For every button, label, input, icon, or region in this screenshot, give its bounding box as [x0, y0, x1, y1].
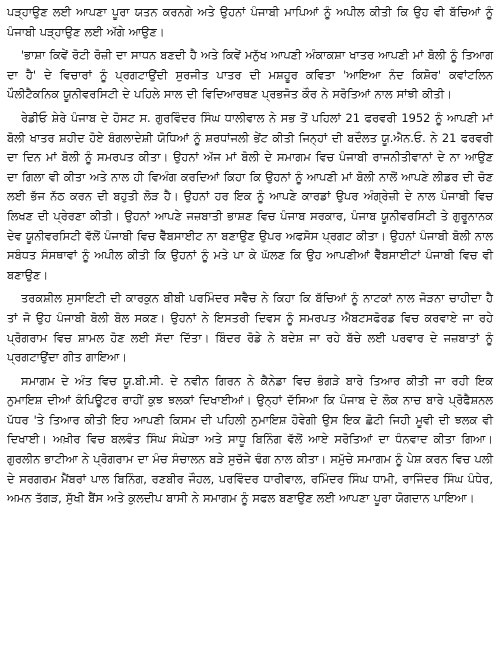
article-paragraph-1: ਪੜ੍ਹਾਉਣ ਲਈ ਆਪਣਾ ਪੂਰਾ ਯਤਨ ਕਰਨਗੇ ਅਤੇ ਉਹਨਾਂ ਪੰਜਾਬੀ ਮਾਪਿਆਂ ਨੂੰ ਅਪੀਲ ਕੀਤੀ ਕਿ ਉਹ ਵੀ ਬੱਚਿਆਂ ਨੂੰ ਪੰਜਾਬੀ ਪੜ੍ਹਾਉਣ ਲਈ ਅੱਗੇ ਆਉਣ। — [7, 5, 493, 39]
article-paragraph-5: ਸਮਾਗਮ ਦੇ ਅੰਤ ਵਿਚ ਯੂ.ਬੀ.ਸੀ. ਦੇ ਨਵੀਨ ਗਿਰਨ ਨੇ ਕੈਨੇਡਾ ਵਿਚ ਭੰਗੜੇ ਬਾਰੇ ਤਿਆਰ ਕੀਤੀ ਜਾ ਰਹੀ ਇਕ ਨੁਮਾਇਸ਼ ਦੀਆਂ ਕੰਪਿਊਟਰ ਰਾਹੀਂ ਕੁਝ ਝਲਕਾਂ ਦਿਖਾਈਆਂ। ਉਨ੍ਹਾਂ ਦੱਸਿਆ ਕਿ ਪੰਜਾਬ ਦੇ ਲੋਕ ਨਾਚ ਬਾਰੇ ਪ੍ਰੋਫੈਸ਼ਨਲ ਪੱਧਰ 'ਤੇ ਤਿਆਰ ਕੀਤੀ ਇਹ ਆਪਣੀ ਕਿਸਮ ਦੀ ਪਹਿਲੀ ਨੁਮਾਇਸ਼ ਹੋਵੇਗੀ ਉਸ ਇਕ ਛੋਟੀ ਜਿਹੀ ਮੂਵੀ ਦੀ ਝਲਕ ਵੀ ਦਿਖਾਈ। ਅਖ਼ੀਰ ਵਿਚ ਬਲਵੰਤ ਸਿੰਘ ਸੰਘੇੜਾ ਅਤੇ ਸਾਧੂ ਬਿਨਿੰਗ ਵੱਲੋਂ ਆਏ ਸਰੋਤਿਆਂ ਦਾ ਧੰਨਵਾਦ ਕੀਤਾ ਗਿਆ। ਗੁਰਲੀਨ ਭਾਟੀਆ ਨੇ ਪ੍ਰੋਗਰਾਮ ਦਾ ਮੰਚ ਸੰਚਾਲਨ ਬੜੇ ਸੁਚੱਜੇ ਢੰਗ ਨਾਲ ਕੀਤਾ। ਸਮੁੱਚੇ ਸਮਾਗਮ ਨੂੰ ਪੇਸ਼ ਕਰਨ ਵਿਚ ਪਲੀ ਦੇ ਸਰਗਰਮ ਮੈਂਬਰਾਂ ਪਾਲ ਬਿਨਿੰਗ, ਰਣਬੀਰ ਜੌਹਲ, ਪਰਵਿੰਦਰ ਧਾਰੀਵਾਲ, ਰਮਿੰਦਰ ਸਿੰਘ ਧਾਮੀ, ਰਾਜਿੰਦਰ ਸਿੰਘ ਪੰਧੇਰ, ਅਮਨ ਤੱਗੜ, ਸੁੱਖੀ ਬੈਂਸ ਅਤੇ ਕੁਲਦੀਪ ਬਾਸੀ ਨੇ ਸਮਾਗਮ ਨੂੰ ਸਫਲ ਬਣਾਉਣ ਲਈ ਆਪਣਾ ਪੂਰਾ ਯੋਗਦਾਨ ਪਾਇਆ। — [7, 373, 493, 506]
article-paragraph-3: ਰੇਡੀਓ ਸ਼ੇਰੇ ਪੰਜਾਬ ਦੇ ਹੋਸਟ ਸ. ਗੁਰਵਿੰਦਰ ਸਿੰਘ ਧਾਲੀਵਾਲ ਨੇ ਸਭ ਤੋਂ ਪਹਿਲਾਂ 21 ਫਰਵਰੀ 1952 ਨੂੰ ਆਪਣੀ ਮਾਂ ਬੋਲੀ ਖਾਤਰ ਸ਼ਹੀਦ ਹੋਏ ਬੰਗਲਾਦੇਸ਼ੀ ਯੋਧਿਆਂ ਨੂੰ ਸ਼ਰਧਾਂਜਲੀ ਭੇਂਟ ਕੀਤੀ ਜਿਨ੍ਹਾਂ ਦੀ ਬਦੌਲਤ ਯੂ.ਐਨ.ਓ. ਨੇ 21 ਫਰਵਰੀ ਦਾ ਦਿਨ ਮਾਂ ਬੋਲੀ ਨੂੰ ਸਮਰਪਤ ਕੀਤਾ। ਉਹਨਾਂ ਅੱਜ ਮਾਂ ਬੋਲੀ ਦੇ ਸਮਾਗਮ ਵਿਚ ਪੰਜਾਬੀ ਰਾਜਨੀਤੀਵਾਨਾਂ ਦੇ ਨਾ ਆਉਣ ਦਾ ਗਿਲਾ ਵੀ ਕੀਤਾ ਅਤੇ ਨਾਲ ਹੀ ਵਿਅੰਗ ਕਰਦਿਆਂ ਕਿਹਾ ਕਿ ਉਹਨਾਂ ਨੂੰ ਆਪਣੀ ਮਾਂ ਬੋਲੀ ਨਾਲੋਂ ਆਪਣੇ ਲੀਡਰ ਦੀ ਚੋਣ ਲਈ ਭੱਜ ਨੱਠ ਕਰਨ ਦੀ ਬਹੁਤੀ ਲੋੜ ਹੈ। ਉਹਨਾਂ ਹਰ ਇਕ ਨੂੰ ਆਪਣੇ ਕਾਰਡਾਂ ਉਪਰ ਅੰਗ੍ਰੇਜ਼ੀ ਦੇ ਨਾਲ ਪੰਜਾਬੀ ਵਿਚ ਲਿਖਣ ਦੀ ਪ੍ਰੇਰਣਾ ਕੀਤੀ। ਉਹਨਾਂ ਆਪਣੇ ਜਜ਼ਬਾਤੀ ਭਾਸ਼ਣ ਵਿਚ ਪੰਜਾਬ ਸਰਕਾਰ, ਪੰਜਾਬ ਯੂਨੀਵਰਸਿਟੀ ਤੇ ਗੁਰੂਨਾਨਕ ਦੇਵ ਯੂਨੀਵਰਸਿਟੀ ਵੱਲੋਂ ਪੰਜਾਬੀ ਵਿਚ ਵੈੱਬਸਾਈਟ ਨਾ ਬਣਾਉਣ ਉਪਰ ਅਫਸੋਸ ਪ੍ਰਗਟ ਕੀਤਾ। ਉਹਨਾਂ ਪੰਜਾਬੀ ਬੋਲੀ ਨਾਲ ਸਬੰਧਤ ਸੰਸਥਾਵਾਂ ਨੂੰ ਅਪੀਲ ਕੀਤੀ ਕਿ ਉਹਨਾਂ ਨੂੰ ਮਤੇ ਪਾ ਕੇ ਘੱਲਣ ਕਿ ਉਹ ਆਪਣੀਆਂ ਵੈੱਬਸਾਈਟਾਂ ਪੰਜਾਬੀ ਵਿਚ ਵੀ ਬਣਾਉਣ। — [7, 110, 493, 282]
article-paragraph-2: 'ਭਾਸ਼ਾ ਕਿਵੇਂ ਰੋਟੀ ਰੋਜ਼ੀ ਦਾ ਸਾਧਨ ਬਣਦੀ ਹੈ ਅਤੇ ਕਿਵੇਂ ਮਨੁੱਖ ਆਪਣੀ ਅੰਕਾਕਸ਼ਾ ਖਾਤਰ ਆਪਣੀ ਮਾਂ ਬੋਲੀ ਨੂੰ ਤਿਆਗ ਦਾ ਹੈ' ਦੇ ਵਿਚਾਰਾਂ ਨੂੰ ਪ੍ਰਗਟਾਉਂਦੀ ਸੁਰਜੀਤ ਪਾਤਰ ਦੀ ਮਸ਼ਹੂਰ ਕਵਿਤਾ 'ਆਇਆ ਨੰਦ ਕਿਸ਼ੋਰ' ਕਵਾਂਟਲਿਨ ਪੌਲੀਟੈਕਨਿਕ ਯੂਨੀਵਰਸਿਟੀ ਦੇ ਪਹਿਲੇ ਸਾਲ ਦੀ ਵਿਦਿਆਰਥਣ ਪ੍ਰਭਜੋਤ ਕੌਰ ਨੇ ਸਰੋਤਿਆਂ ਨਾਲ ਸਾਂਝੀ ਕੀਤੀ। — [7, 48, 493, 102]
article-paragraph-4: ਤਰਕਸ਼ੀਲ ਸੁਸਾਇਟੀ ਦੀ ਕਾਰਕੁਨ ਬੀਬੀ ਪਰਮਿੰਦਰ ਸਵੈਚ ਨੇ ਕਿਹਾ ਕਿ ਬੱਚਿਆਂ ਨੂੰ ਨਾਟਕਾਂ ਨਾਲ ਜੋੜਨਾ ਚਾਹੀਦਾ ਹੈ ਤਾਂ ਜੋ ਉਹ ਪੰਜਾਬੀ ਬੋਲੀ ਬੋਲ ਸਕਣ। ਉਹਨਾਂ ਨੇ ਇਸਤਰੀ ਦਿਵਸ ਨੂੰ ਸਮਰਪਤ ਐਬਟਸਫੋਰਡ ਵਿਚ ਕਰਵਾਏ ਜਾ ਰਹੇ ਪ੍ਰੋਗਰਾਮ ਵਿਚ ਸ਼ਾਮਲ ਹੋਣ ਲਈ ਸੱਦਾ ਦਿੱਤਾ। ਬਿੰਦਰ ਰੋਡੇ ਨੇ ਬਦੇਸ਼ ਜਾ ਰਹੇ ਬੱਚੇ ਲਈ ਪਰਵਾਰ ਦੇ ਜਜ਼ਬਾਤਾਂ ਨੂੰ ਪ੍ਰਗਟਾਉਂਦਾ ਗੀਤ ਗਾਇਆ। — [7, 291, 493, 365]
